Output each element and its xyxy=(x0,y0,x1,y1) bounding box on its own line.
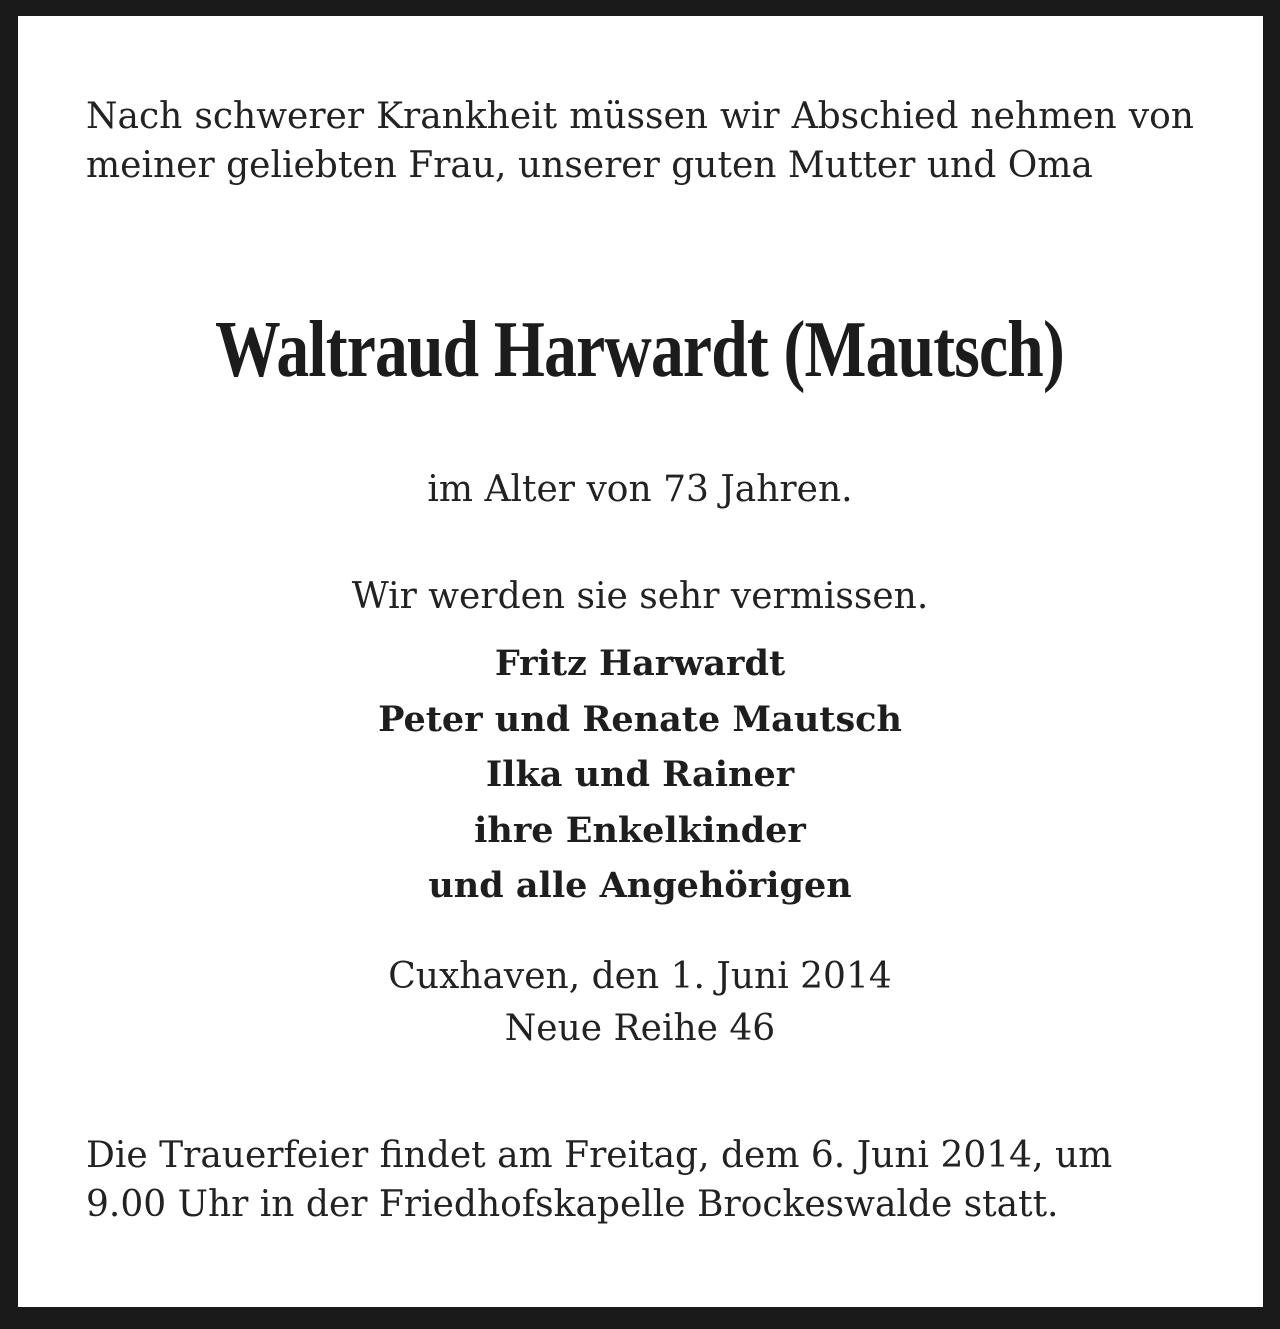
place-date: Cuxhaven, den 1. Juni 2014 xyxy=(388,956,892,997)
age-line: im Alter von 73 Jahren. xyxy=(427,469,853,510)
deceased-name xyxy=(0,300,1280,400)
signers-list xyxy=(0,636,1280,914)
signer-item: ihre Enkelkinder xyxy=(474,809,806,851)
service-info xyxy=(86,1131,1194,1229)
signer-item: Peter und Renate Mautsch xyxy=(378,698,902,740)
signer-item: Fritz Harwardt xyxy=(494,643,786,684)
signer-item: und alle Angehörigen xyxy=(428,865,852,906)
signer-item: Ilka und Rainer xyxy=(485,754,795,795)
service-line-1: Die Trauerfeier findet am Freitag, dem 6. Juni 2014, um xyxy=(86,1135,1113,1176)
intro-text: Nach schwerer Krankheit müssen wir Abschied nehmen von meiner geliebten Frau, unserer guten Mutter und Oma xyxy=(86,96,1194,186)
address: Neue Reihe 46 xyxy=(504,1008,776,1049)
service-line-2: 9.00 Uhr in der Friedhofskapelle Brockeswalde statt. xyxy=(86,1184,1059,1225)
miss-line: Wir werden sie sehr vermissen. xyxy=(351,576,929,617)
deceased-name-text: Waltraud Harwardt (Mautsch) xyxy=(215,306,1065,394)
